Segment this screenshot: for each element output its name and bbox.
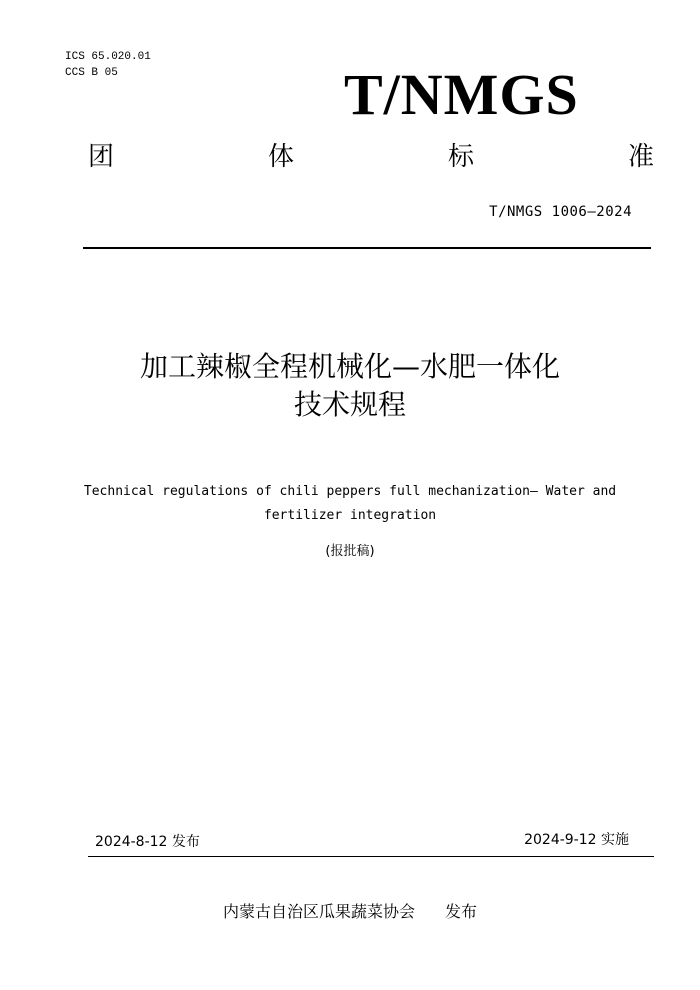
header-divider [83,247,651,249]
footer-divider [88,856,654,857]
ics-code: ICS 65.020.01 [65,51,151,63]
publisher-organization: 内蒙古自治区瓜果蔬菜协会 [222,902,415,921]
title-en-line: fertilizer integration [263,508,437,523]
standard-type-char: 准 [627,142,654,172]
standard-number: T/NMGS 1006—2024 [489,204,632,220]
document-title-cn [60,348,640,424]
standard-type-heading [88,140,654,174]
publisher-line [100,900,600,924]
standard-type-char: 团 [88,142,115,172]
document-title-en [60,480,640,528]
publisher-action: 发布 [445,902,478,921]
implementation-date: 2024-9-12 实施 [524,832,629,848]
draft-status: (报批稿) [325,544,375,559]
title-cn-line: 技术规程 [293,388,406,421]
ccs-code: CCS B 05 [65,67,118,79]
title-en-line: Technical regulations of chili peppers full mechanization— Water and [83,484,617,499]
standard-logo: T/NMGS [344,62,579,127]
release-date: 2024-8-12 发布 [95,834,200,850]
standard-type-char: 体 [267,142,294,172]
title-cn-line: 加工辣椒全程机械化—水肥一体化 [139,350,560,383]
standard-type-char: 标 [447,142,474,172]
